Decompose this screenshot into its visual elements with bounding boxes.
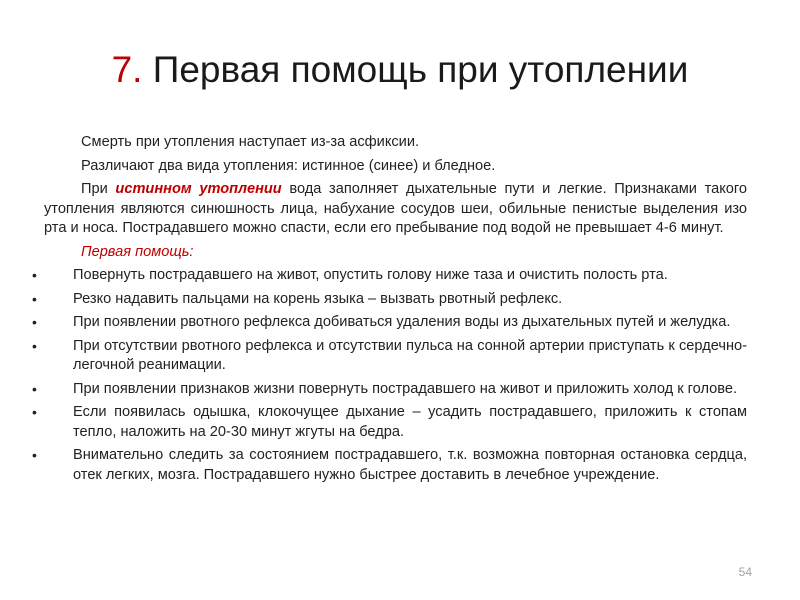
list-item-text: Если появилась одышка, клокочущее дыхание – усадить пострадавшего, приложить к стопам тепло, наложить на 20-30 минут жгуты на бедра.	[73, 404, 747, 440]
list-item-text: Резко надавить пальцами на корень языка – вызвать рвотный рефлекс.	[73, 290, 563, 307]
paragraph-text-start: При	[81, 181, 116, 197]
list-item-text: Повернуть пострадавшего на живот, опустить голову ниже таза и очистить полость рта.	[73, 267, 668, 283]
list-item-text: При появлении рвотного рефлекса добиваться удаления воды из дыхательных путей и желудка.	[73, 314, 731, 330]
bullet-icon: •	[32, 404, 37, 420]
list-item	[32, 403, 747, 442]
paragraph-asphyxia: Смерть при утопления наступает из-за асфиксии.	[81, 134, 420, 150]
list-item	[32, 380, 747, 400]
list-item-text: При отсутствии рвотного рефлекса и отсутствии пульса на сонной артерии приступать к сердечно-легочной реанимации.	[73, 337, 747, 373]
list-item-text: Внимательно следить за состоянием пострадавшего, т.к. возможна повторная остановка сердца, отек легких, мозга. Пострадавшего нужно быстрее доставить в лечебное учреждение.	[73, 447, 747, 483]
bullet-icon: •	[32, 314, 37, 330]
title-text: Первая помощь при утоплении	[152, 49, 689, 90]
emphasis-true-drowning: истинном утоплении	[115, 181, 282, 197]
list-item-text: При появлении признаков жизни повернуть пострадавшего на живот и приложить холод к голове.	[73, 380, 738, 397]
bullet-icon: •	[32, 290, 37, 307]
slide-body	[32, 133, 748, 489]
paragraph-text-rest: вода заполняет дыхательные пути и легкие. Признаками такого утопления являются синюшность лица, набухание сосудов шеи, обильные пенистые выделения изо рта и носа. Пострадавшего можно спасти, если его пребывание под водой не превышает 4-6 минут.	[44, 181, 748, 236]
list-item	[32, 337, 747, 376]
title-number: 7.	[111, 49, 143, 90]
list-item	[32, 313, 747, 333]
paragraph-types: Различают два вида утопления: истинное (синее) и бледное.	[81, 157, 496, 174]
bullet-icon: •	[32, 380, 37, 397]
page-number: 54	[738, 565, 752, 579]
paragraph-true-drowning	[44, 180, 747, 239]
list-item	[32, 446, 747, 485]
bullet-icon: •	[32, 337, 37, 354]
list-item	[32, 290, 747, 310]
first-aid-heading: Первая помощь:	[81, 243, 194, 260]
page-title	[0, 48, 800, 92]
bullet-icon: •	[32, 267, 37, 283]
list-item	[32, 266, 747, 286]
first-aid-list	[32, 266, 747, 485]
bullet-icon: •	[32, 447, 37, 463]
